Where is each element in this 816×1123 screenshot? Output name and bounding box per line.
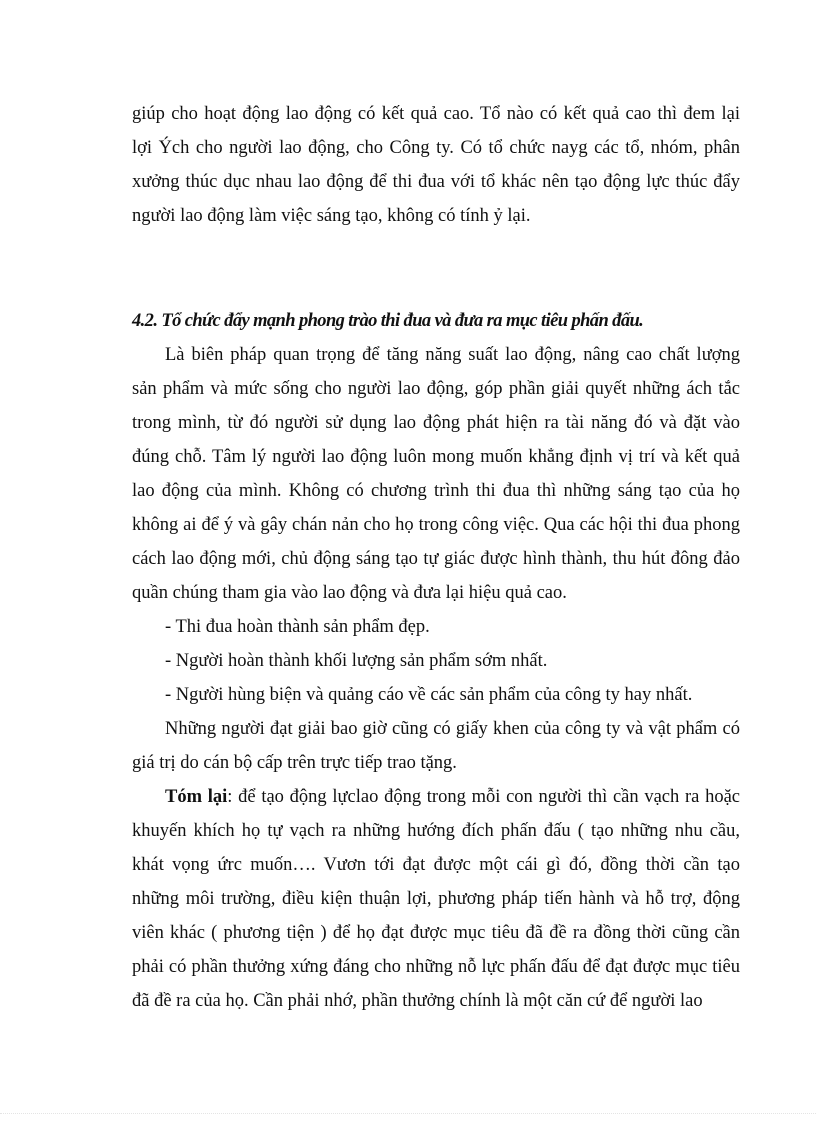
- paragraph-line: quần chúng tham gia vào lao động và đưa lại hiệu quả cao.: [132, 583, 567, 603]
- paragraph-line: trong mình, từ đó người sử dụng lao động phát hiện ra tài năng đó và đặt vào: [132, 413, 740, 433]
- paragraph-line: đã đề ra của họ. Cần phải nhớ, phần thưởng chính là một căn cứ để người lao: [132, 991, 703, 1011]
- paragraph-line: Những người đạt giải bao giờ cũng có giấy khen của công ty và vật phẩm có: [165, 719, 740, 739]
- paragraph-line: giúp cho hoạt động lao động có kết quả cao. Tổ nào có kết quả cao thì đem lại: [132, 104, 740, 124]
- summary-text: : để tạo động lựclao động trong mỗi con người thì cần vạch ra hoặc: [227, 787, 741, 807]
- list-item: - Thi đua hoàn thành sản phẩm đẹp.: [165, 617, 430, 637]
- paragraph-line: lợi Ých cho người lao động, cho Công ty. Có tổ chức nayg các tổ, nhóm, phân: [132, 138, 740, 158]
- paragraph-line: sản phẩm và mức sống cho người lao động, góp phần giải quyết những ách tắc: [132, 379, 740, 399]
- paragraph-line: Là biên pháp quan trọng để tăng năng suất lao động, nâng cao chất lượng: [165, 345, 740, 365]
- paragraph-line: giá trị do cán bộ cấp trên trực tiếp trao tặng.: [132, 753, 457, 773]
- summary-first-line: [165, 785, 740, 809]
- paragraph-line: xưởng thúc dục nhau lao động để thi đua với tổ khác nên tạo động lực thúc đẩy: [132, 172, 740, 192]
- summary-label: Tóm lại: [165, 787, 228, 807]
- list-item: - Người hoàn thành khối lượng sản phẩm sớm nhất.: [165, 651, 548, 671]
- paragraph-line: người lao động làm việc sáng tạo, không có tính ỷ lại.: [132, 206, 531, 226]
- paragraph-line: khuyến khích họ tự vạch ra những hướng đích phấn đấu ( tạo những nhu cầu,: [132, 821, 740, 841]
- section-heading: 4.2. Tổ chức đẩy mạnh phong trào thi đua và đưa ra mục tiêu phấn đấu.: [132, 311, 644, 331]
- list-item: - Người hùng biện và quảng cáo về các sản phẩm của công ty hay nhất.: [165, 685, 693, 705]
- paragraph-line: lao động của mình. Không có chương trình thi đua thì những sáng tạo của họ: [132, 481, 740, 501]
- paragraph-line: viên khác ( phương tiện ) để họ đạt được mục tiêu đã đề ra đồng thời cũng cần: [132, 923, 740, 943]
- paragraph-line: không ai để ý và gây chán nản cho họ trong công việc. Qua các hội thi đua phong: [132, 515, 740, 535]
- paragraph-line: phải có phần thưởng xứng đáng cho những nỗ lực phấn đấu để đạt được mục tiêu: [132, 957, 740, 977]
- page-bottom-divider: [0, 1113, 816, 1114]
- paragraph-line: khát vọng ứrc muốn…. Vươn tới đạt được một cái gì đó, đồng thời cần tạo: [132, 855, 740, 875]
- paragraph-line: những môi trường, điều kiện thuận lợi, phương pháp tiến hành và hỗ trợ, động: [132, 889, 740, 909]
- paragraph-line: cách lao động mới, chủ động sáng tạo tự giác được hình thành, thu hút đông đảo: [132, 549, 740, 569]
- paragraph-line: đúng chỗ. Tâm lý người lao động luôn mong muốn khẳng định vị trí và kết quả: [132, 447, 740, 467]
